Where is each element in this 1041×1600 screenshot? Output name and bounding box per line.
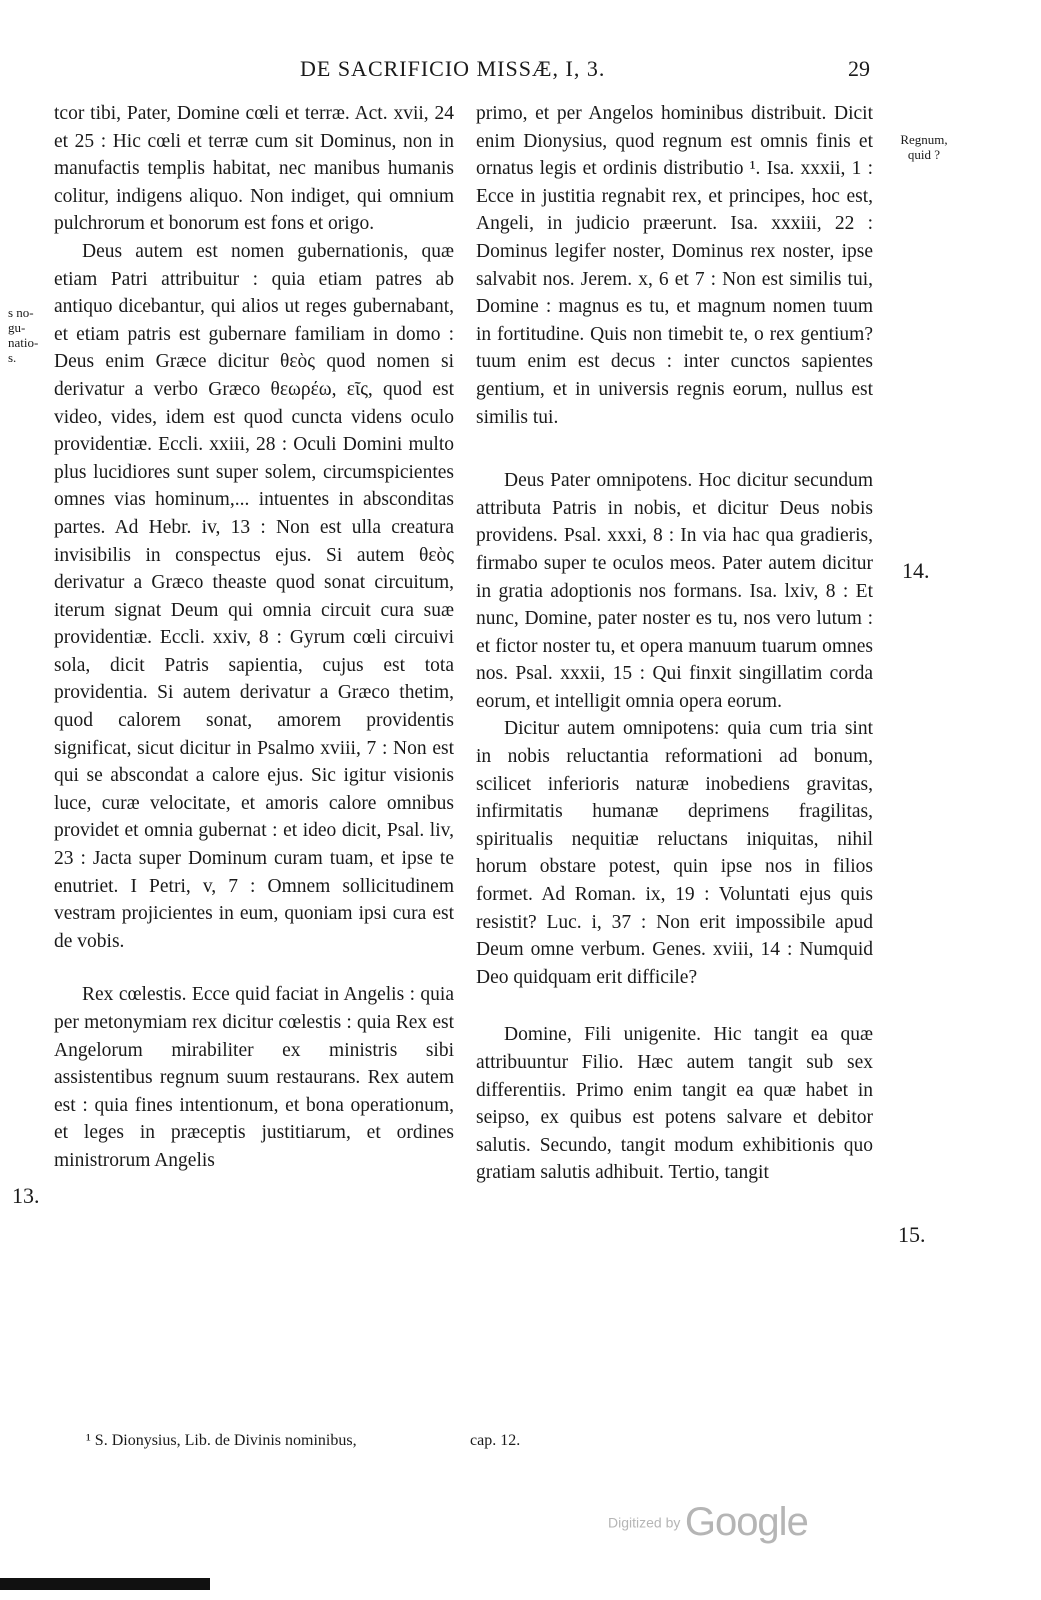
page-number: 29 bbox=[848, 56, 870, 81]
left-paragraph-2: Deus autem est nomen gubernationis, quæ etiam Patri attribuitur : quia etiam patres ab antiquo dicebantur, qui alios ut reges gubernabant, et etiam patris est gubernare familiam in domo : Deus enim Græce dicitur θεὸς quod nomen si derivatur a verbo Græco θεωρέω, εῖς, quod est video, vides, idem est quod cuncta videns oculo providentiæ. Eccli. xxiii, 28 : Oculi Domini multo plus lucidiores sunt super solem, circumspicientes omnes vias hominum,... intuentes in absconditas partes. Ad Hebr. iv, 13 : Non est ulla creatura invisibilis in conspectus ejus. Si autem θεὸς derivatur a Græco theaste quod sonat circuitum, iterum signat Deum qui omnia circuit cura suæ providentiæ. Eccli. xxiv, 8 : Gyrum cœli circuivi sola, dicit Patris sapientia, cujus est tota providentia. Si autem derivatur a Græco thetim, quod calorem sonat, amorem providentis significat, sicut dicitur in Psalmo xviii, 7 : Non est qui se abscondat a calore ejus. Sic igitur visionis luce, curæ velocitate, et amoris calore omnibus providet et omnia gubernat : et ideo dicit, Psal. liv, 23 : Jacta super Dominum curam tuam, et ipse te enutriet. I Petri, v, 7 : Omnem sollicitudinem vestram projicientes in eum, quoniam ipsi cura est de vobis. bbox=[54, 240, 454, 952]
left-column bbox=[54, 100, 454, 1175]
footnote-left: ¹ S. Dionysius, Lib. de Divinis nominibus, bbox=[86, 1432, 357, 1449]
running-header bbox=[0, 56, 1041, 88]
right-paragraph-1: primo, et per Angelos hominibus distribuit. Dicit enim Dionysius, quod regnum est omnis finis et ornatus legis et ordinis distributio ¹. Isa. xxxii, 1 : Ecce in justitia regnabit rex, et principes, hoc est, Angeli, in judicio præerunt. Isa. xxxiii, 22 : Dominus legifer noster, Dominus rex noster, ipse salvabit nos. Jerem. x, 6 et 7 : Non est similis tui, Domine : magnus es tu, et magnum nomen tuum in fortitudine. Quis non timebit te, o rex gentium? tuum enim est decus : inter cunctos sapientes gentium, et in universis regnis eorum, nullus est similis tui. bbox=[476, 103, 873, 428]
section-number-13: 13. bbox=[12, 1183, 40, 1208]
right-paragraph-4: Domine, Fili unigenite. Hic tangit ea quæ attribuuntur Filio. Hæc autem tangit sub sex differentiis. Primo enim tangit ea quæ habet in seipso, ex quibus est potens salvare et debitor salutis. Secundo, tangit modum exhibitionis quo gratiam salutis adhibuit. Tertio, tangit bbox=[476, 1024, 873, 1184]
running-title: DE SACRIFICIO MISSÆ, I, 3. bbox=[300, 56, 606, 81]
google-logo: Google bbox=[684, 1500, 808, 1544]
left-paragraph-3: Rex cœlestis. Ecce quid faciat in Angelis : quia per metonymiam rex dicitur cœlestis : quia Rex est Angelorum mirabiliter ex ministris sibi assistentibus regnum suum restaurans. Rex autem est : quia fines intentionum, et bona operationum, et leges in præceptis justitiarum, et ordines ministrorum Angelis bbox=[54, 984, 454, 1171]
right-column bbox=[476, 100, 873, 1187]
scan-edge-bar bbox=[0, 1578, 210, 1590]
right-paragraph-3: Dicitur autem omnipotens: quia cum tria sint in nobis reluctantia reformationi ad bonum, scilicet inferioris naturæ inobediens gravitas, infirmitatis humanæ deprimens fragilitas, spiritualis nequitiæ reluctans iniquitas, nihil horum obstare potest, quin ipse nos in filios formet. Ad Roman. ix, 19 : Voluntati ejus quis resistit? Luc. i, 37 : Non erit impossibile apud Deum omne verbum. Genes. xviii, 14 : Numquid Deo quidquam erit difficile? bbox=[476, 718, 873, 988]
watermark-digitized-text: Digitized by bbox=[608, 1514, 681, 1531]
section-number-14: 14. bbox=[902, 558, 930, 583]
right-paragraph-2: Deus Pater omnipotens. Hoc dicitur secundum attributa Patris in nobis, et dicitur Deus nobis providens. Psal. xxxi, 8 : In via hac qua gradieris, firmabo super te oculos meos. Pater autem dicitur in gratia adoptionis nos formans. Isa. lxiv, 8 : Et nunc, Domine, pater noster es tu, nos vero lutum : et fictor noster tu, et opera manuum tuarum omnes nos. Psal. xxxii, 15 : Qui finxit singillatim corda eorum, et intelligit omnia opera eorum. bbox=[476, 470, 873, 712]
left-margin-note: s no- gu- natio- s. bbox=[8, 305, 39, 365]
section-number-15: 15. bbox=[898, 1222, 926, 1247]
left-paragraph-1: tcor tibi, Pater, Domine cœli et terræ. Act. xvii, 24 et 25 : Hic cœli et terræ cum sit Dominus, non in manufactis templis habitat, nec manibus humanis colitur, indigens aliquo. Non indiget, qui omnium pulchrorum et bonorum est fons et origo. bbox=[54, 103, 454, 235]
google-watermark bbox=[608, 1500, 808, 1545]
footnote-right: cap. 12. bbox=[470, 1432, 521, 1449]
right-margin-note: Regnum, quid ? bbox=[900, 132, 948, 162]
